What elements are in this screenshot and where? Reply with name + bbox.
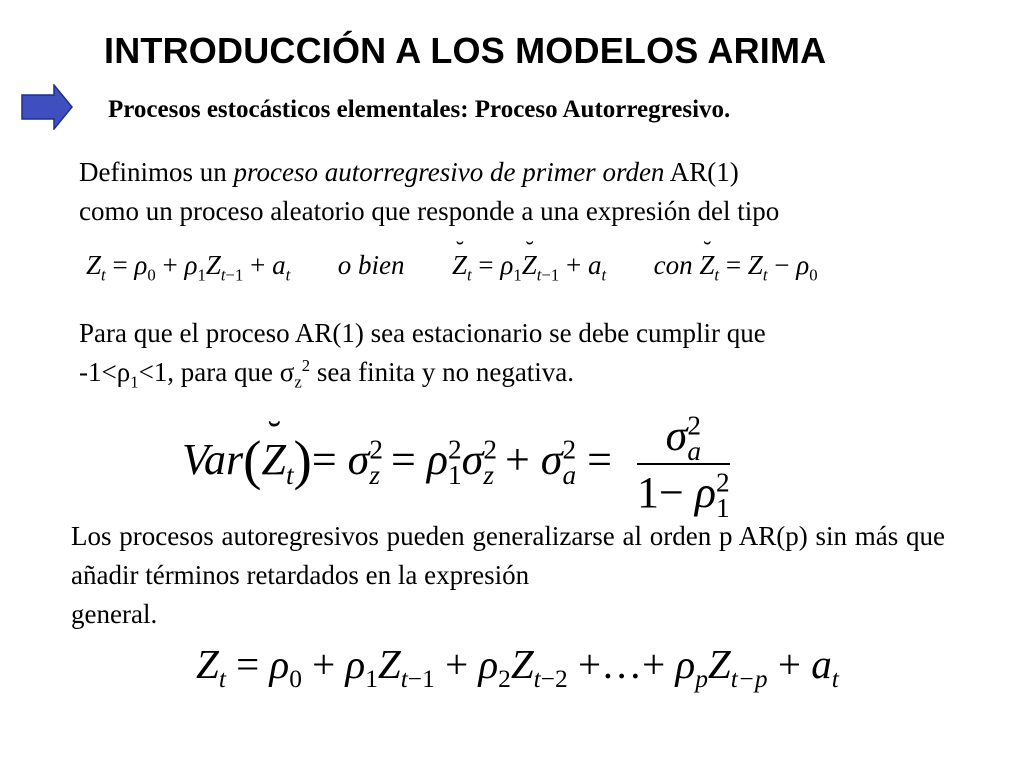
paragraph-arp-generalization: [71, 517, 945, 634]
equation-connector-o-bien: o bien: [337, 250, 405, 280]
para1-text-post: AR(1): [664, 157, 739, 187]
paragraph-stationarity: [79, 314, 959, 392]
equation-variance: Var(˘ $Z_t)= \sigma^2_z = \rho^2_1\sigma^2_z + \sigma^2_a$ = $\frac{\sigma^2_a}{1- \rho^2_1}$: [182, 410, 730, 518]
paragraph-ar1-definition: [79, 153, 995, 231]
variance-fraction: $\frac{\sigma^2_a}{1- \rho^2_1}$: [636, 410, 730, 523]
para1-line2: como un proceso aleatorio que responde a una expresión del tipo: [79, 196, 780, 226]
para3-line3: general.: [71, 599, 158, 629]
para2-line1: Para que el proceso AR(1) sea estacionario se debe cumplir que: [79, 318, 766, 348]
para2-line2: $-1<\rho_1<1$, para que $\sigma_z^2$ sea finita y no negativa.: [79, 356, 575, 392]
para3-line2: AR(p) sin más que añadir términos retardados en la expresión: [71, 521, 945, 590]
equation-arp: $Z_t = \rho_0 + \rho_1Z_{t-1} + \rho_2Z_{t-2}$ +…+ $\rho_pZ_{t-p} + a_t$: [196, 641, 839, 694]
page-title: INTRODUCCIÓN A LOS MODELOS ARIMA: [104, 30, 827, 71]
para1-text-italic: proceso autorregresivo de primer orden: [233, 157, 665, 187]
equation-ar1: $Z_t = \rho_0 + \rho_1Z_{t-1} + a_t$ o bien ˘ $Z_t$ = $\rho_1˘$ $Z_{t-1} + a_t$ con ˘ $Z_t = Z_t - \rho_0$: [86, 250, 818, 281]
para1-text-pre: Definimos un: [79, 157, 234, 187]
variance-label: Var: [182, 435, 244, 485]
para3-line1: Los procesos autoregresivos pueden generalizarse al orden p: [71, 521, 733, 551]
section-subtitle: Procesos estocásticos elementales: Proceso Autorregresivo.: [108, 96, 731, 123]
right-arrow-icon: [20, 84, 74, 130]
equation-connector-con: con: [653, 250, 693, 280]
